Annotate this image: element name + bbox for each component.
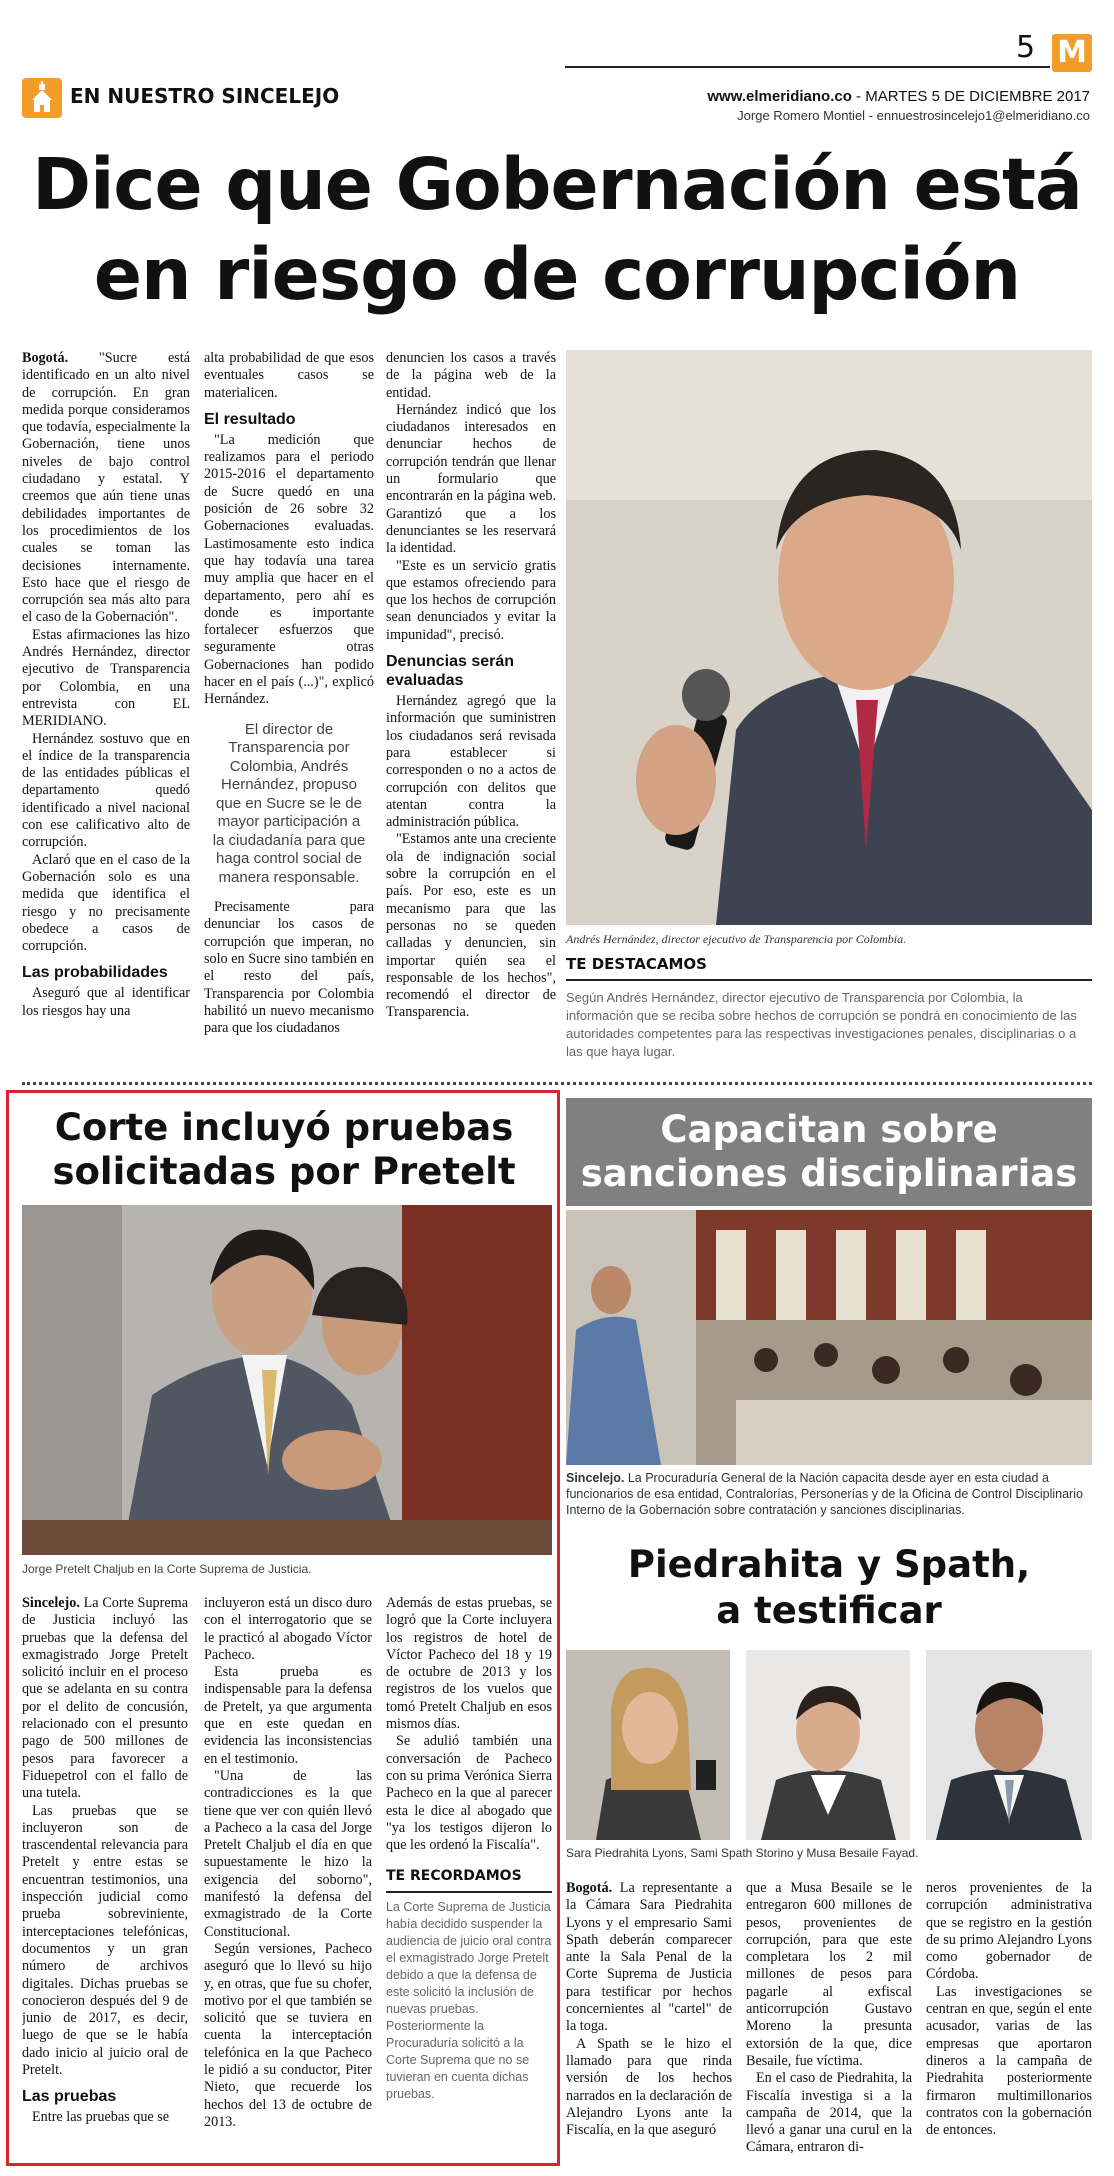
paragraph: Precisamente para denunciar los casos de corrupción que imperan, no solo en Sucre sino también en el resto del país, Transparencia por Colombia habilitó un nuevo mecanismo para que los ciudadanos bbox=[204, 899, 374, 1037]
header-top-rule bbox=[565, 66, 1050, 68]
paragraph: alta probabilidad de que esos eventuales casos se materialicen. bbox=[204, 350, 374, 401]
main-headline-line-2: en riesgo de corrupción bbox=[93, 233, 1021, 316]
paragraph: Hernández indicó que los ciudadanos interesados en denunciar hechos de corrupción tendrán que llenar un formulario que encontrarán en la página web. Garantizó que a los denunciantes se les reservará la identidad. bbox=[386, 401, 556, 557]
main-col-1 bbox=[22, 350, 190, 1070]
capacitan-banner bbox=[566, 1098, 1092, 1206]
box-title: TE DESTACAMOS bbox=[566, 955, 1092, 981]
logo-letter: M bbox=[1057, 35, 1087, 70]
dateline: Sincelejo. bbox=[566, 1471, 625, 1485]
capacitan-headline-line-2: sanciones disciplinarias bbox=[580, 1152, 1078, 1195]
paragraph: Hernández agregó que la información que suministren los ciudadanos será revisada para establecer si corresponden o no a actos de corrupción con delitos que atentan contra la administración pública. bbox=[386, 693, 556, 831]
section-title: EN NUESTRO SINCELEJO bbox=[70, 84, 340, 108]
main-headline bbox=[0, 140, 1114, 320]
pretelt-headline-line-2: solicitadas por Pretelt bbox=[52, 1150, 516, 1193]
site-url[interactable]: www.elmeridiano.co bbox=[707, 88, 852, 105]
subheading: Las probabilidades bbox=[22, 964, 168, 982]
piedrahita-photo-2 bbox=[746, 1650, 910, 1840]
pretelt-headline-line-1: Corte incluyó pruebas bbox=[54, 1106, 514, 1149]
paragraph: Además de estas pruebas, se logró que la Corte incluyera los registros de hotel de Víctor Pacheco del 18 y 19 de octubre de 2013 y los registros de los vuelos que tomó Pretelt Chaljub en esos mismos días. bbox=[386, 1595, 552, 1733]
paragraph: En el caso de Piedrahita, la Fiscalía investiga si a la campaña de 2014, que la llevó a ganar una curul en la Cámara, entraron di- bbox=[746, 2070, 912, 2156]
paragraph: Las investigaciones se centran en que, según el ente acusador, varias de las empresas que aportaron dineros a la campaña de Piedrahita posteriormente firmaron multimillonarios contratos con la gobernación de entonces. bbox=[926, 1983, 1092, 2139]
paragraph: "Una de las contradicciones es la que tiene que ver con quién llevó a Pacheco a la casa del Jorge Pretelt Chaljub el día en que supuestamente le hizo la exigencia del soborno", manifestó la defensa del exmagistrado de la Corte Constitucional. bbox=[204, 1767, 372, 1940]
paragraph: Según versiones, Pacheco aseguró que lo llevó su hijo y, en otras, que fue su chofer, motivo por el que también se solicitó que se tuviera en cuenta la interceptación telefónica en la que Pacheco le pidió a su conductor, Piter Nieto, que recuerde los hechos del 13 de octubre de 2013. bbox=[204, 1940, 372, 2130]
paragraph: Entre las pruebas que se bbox=[32, 2109, 170, 2126]
capacitan-headline-line-1: Capacitan sobre bbox=[660, 1108, 998, 1151]
dateline: Bogotá. bbox=[22, 350, 69, 366]
main-col-2 bbox=[204, 350, 374, 1070]
piedrahita-headline-line-1: Piedrahita y Spath, bbox=[627, 1543, 1031, 1586]
pretelt-col-3 bbox=[386, 1595, 552, 2160]
piedrahita-headline-line-2: a testificar bbox=[716, 1589, 942, 1632]
paragraph: "Sucre está identificado en un alto nivel de corrupción. En gran medida porque consideramos que todavía, especialmente la Gobernación, tiene unos niveles de bajo control ciudadano y estatal. Y creemos que aún tiene unas debilidades importantes de los procedimientos de los cuales se toman las decisiones internamente. Esto hace que el riesgo de corrupción sea más alto para el caso de la Gobernación". bbox=[22, 350, 190, 626]
subheading: Las pruebas bbox=[22, 2088, 117, 2106]
dateline: Bogotá. bbox=[566, 1880, 613, 1896]
section-icon bbox=[22, 78, 62, 118]
piedrahita-photo-caption: Sara Piedrahita Lyons, Sami Spath Storino y Musa Besaile Fayad. bbox=[566, 1846, 919, 1860]
paragraph: La representante a la Cámara Sara Piedrahita Lyons y el empresario Sami Spath deberán comparecer ante la Sala Penal de la Corte Suprema de Justicia para testificar por hechos concernientes al "cartel" de la toga. bbox=[566, 1880, 732, 2035]
dateline: Sincelejo. bbox=[22, 1595, 80, 1611]
byline: Jorge Romero Montiel - ennuestrosincelejo1@elmeridiano.co bbox=[737, 108, 1090, 123]
paragraph: Hernández sostuvo que en el índice de la transparencia de las entidades públicas el departamento quedó identificado a nivel nacional con ese calificativo alto de corrupción. bbox=[22, 730, 190, 851]
main-photo bbox=[566, 350, 1092, 925]
paragraph: Esta prueba es indispensable para la defensa de Pretelt, ya que argumenta que en este quedan en evidencia las inconsistencias en el testimonio. bbox=[204, 1664, 372, 1767]
piedrahita-headline bbox=[566, 1542, 1092, 1634]
piedrahita-col-1 bbox=[566, 1880, 732, 2170]
recordamos-box bbox=[386, 1868, 552, 2102]
paragraph: Estas afirmaciones las hizo Andrés Hernández, director ejecutivo de Transparencia por Colombia, en una entrevista con EL MERIDIANO. bbox=[22, 626, 190, 730]
paragraph: denuncien los casos a través de la página web de la entidad. bbox=[386, 350, 556, 401]
church-icon bbox=[22, 78, 62, 118]
paragraph: Aclaró que en el caso de la Gobernación solo es una medida que identifica el riesgo y no precisamente obedece a casos de corrupción. bbox=[22, 851, 190, 955]
main-headline-line-1: Dice que Gobernación está bbox=[32, 143, 1082, 226]
piedrahita-photo-1 bbox=[566, 1650, 730, 1840]
paragraph: Las pruebas que se incluyeron son de trascendental relevancia para Pretelt y entre estas se encuentran testimonios, una inspección judicial como prueba sobreviniente, interceptaciones telefónicas, documentos y un gran número de archivos digitales. Dichas pruebas se conocieron después del 9 de junio de 2017, es decir, luego de que se le había dado inicio al juicio oral de Pretelt. bbox=[22, 1802, 188, 2079]
pull-quote: El director de Transparencia por Colombia, Andrés Hernández, propuso que en Sucre se le de mayor participación a la ciudadanía para que haga control social de manera responsable. bbox=[212, 720, 366, 886]
box-text: La Corte Suprema de Justicia había decidido suspender la audiencia de juicio oral contra el exmagistrado Jorge Pretelt debido a que la defensa de este solicitó la inclusión de nuevas pruebas. Posteriormente la Procuraduría solicitó a la Corte Suprema que no se tuvieran en cuenta dichas pruebas. bbox=[386, 1899, 552, 2101]
pretelt-headline bbox=[14, 1106, 554, 1194]
paragraph: A Spath se le hizo el llamado para que rinda versión de los hechos narrados en la declaración de Alejandro Lyons ante la Fiscalía, en la que aseguró bbox=[566, 2035, 732, 2139]
paragraph: "La medición que realizamos para el periodo 2015-2016 el departamento de Sucre quedó en una posición de 26 sobre 32 Gobernaciones evaluadas. Lastimosamente esto indica que hay todavía una tarea muy amplia que hacer en el departamento, pero ahí es donde es importante fortalecer esfuerzos que seguramente otras Gobernaciones han podido hacer en el país (...)", explicó Hernández. bbox=[204, 431, 374, 708]
piedrahita-photo-3 bbox=[926, 1650, 1092, 1840]
box-title: TE RECORDAMOS bbox=[386, 1868, 552, 1892]
subheading: El resultado bbox=[204, 410, 296, 428]
date: - MARTES 5 DE DICIEMBRE 2017 bbox=[851, 88, 1090, 105]
paragraph: que a Musa Besaile se le entregaron 600 millones de pesos, provenientes de corrupción, para que este completara los 2 mil millones de pesos para pagarle al exfiscal anticorrupción Gustavo Moreno la presunta extorsión de la que, dice Besaile, fue víctima. bbox=[746, 1880, 912, 2069]
main-photo-caption: Andrés Hernández, director ejecutivo de Transparencia por Colombia. bbox=[566, 932, 907, 946]
paragraph: Se adulió también una conversación de Pacheco con su prima Verónica Sierra Pacheco en la que al parecer esta le dice al abogado que "ya los testigos dijeron lo que les ordenó la Fiscalía". bbox=[386, 1733, 552, 1854]
caption-text: La Procuraduría General de la Nación capacita desde ayer en esta ciudad a funcionarios de esa entidad, Contralorías, Personerías y de la Oficina de Control Disciplinario Interno de la Gobernación sobre contratación y sanciones disciplinarias. bbox=[566, 1471, 1083, 1517]
pretelt-col-2 bbox=[204, 1595, 372, 2160]
box-text: Según Andrés Hernández, director ejecutivo de Transparencia por Colombia, la información que se reciba sobre hechos de corrupción se pondrá en conocimiento de las autoridades competentes para las respectivas investigaciones penales, disciplinarias o a las que haya lugar. bbox=[566, 990, 1077, 1059]
capacitan-caption bbox=[566, 1470, 1092, 1518]
subheading: Denuncias serán evaluadas bbox=[386, 653, 515, 690]
section-divider bbox=[22, 1082, 1092, 1085]
main-col-3 bbox=[386, 350, 556, 1070]
paragraph: neros provenientes de la corrupción administrativa que se registro en la gestión de su primo Alejandro Lyons como gobernador de Córdoba. bbox=[926, 1880, 1092, 1983]
paragraph: La Corte Suprema de Justicia incluyó las pruebas que la defensa del exmagistrado Jorge Pretelt solicitó incluir en el proceso que se adelanta en su contra por el delito de concusión, relacionado con el presunto pago de 500 millones de pesos para favorecer a Fiduepetrol con el fallo de una tutela. bbox=[22, 1595, 188, 1802]
paragraph: Aseguró que al identificar los riesgos hay una bbox=[22, 985, 190, 1019]
paragraph: incluyeron está un disco duro con el interrogatorio que se le practicó al abogado Víctor Pacheco. bbox=[204, 1595, 372, 1663]
pretelt-col-1 bbox=[22, 1595, 188, 2160]
page-number: 5 bbox=[1016, 30, 1036, 65]
capacitan-photo bbox=[566, 1210, 1092, 1465]
paragraph: "Estamos ante una creciente ola de indignación social sobre la corrupción en el país. Por eso, este es un mecanismo para que las personas no se queden calladas y denuncien, sin importar quién sea el responsable de los hechos", recomendó el director de Transparencia. bbox=[386, 831, 556, 1021]
piedrahita-col-3 bbox=[926, 1880, 1092, 2170]
destacamos-box bbox=[566, 955, 1092, 1061]
paragraph: "Este es un servicio gratis que estamos ofreciendo para que los hechos de corrupción sean denunciados y evitar la impunidad", precisó. bbox=[386, 557, 556, 643]
logo-icon bbox=[1052, 34, 1092, 72]
pretelt-photo bbox=[22, 1205, 552, 1555]
pretelt-photo-caption: Jorge Pretelt Chaljub en la Corte Suprema de Justicia. bbox=[22, 1562, 312, 1576]
header-dateline bbox=[600, 88, 1090, 105]
piedrahita-col-2 bbox=[746, 1880, 912, 2170]
